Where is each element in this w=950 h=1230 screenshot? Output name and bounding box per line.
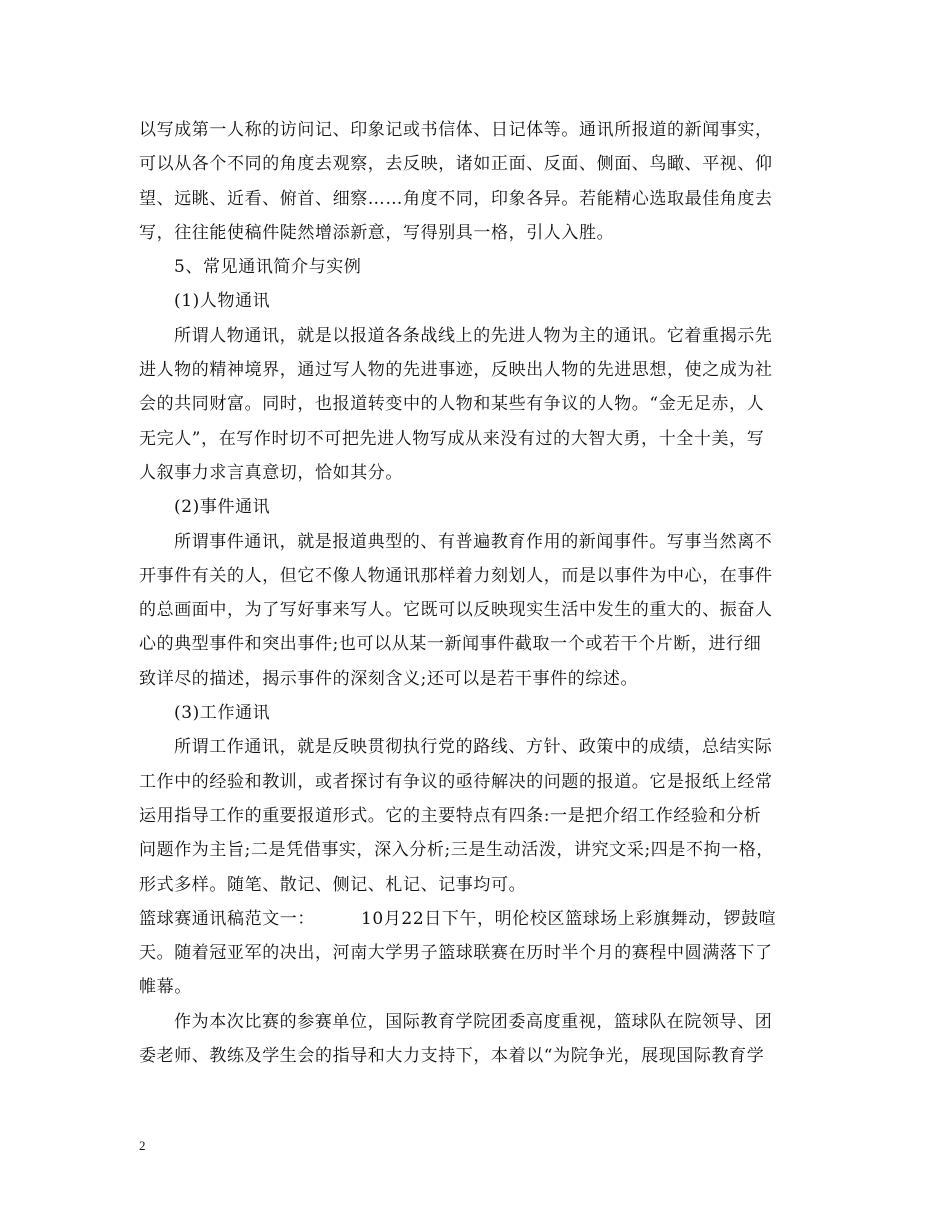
paragraph-line: 的总画面中，为了写好事来写人。它既可以反映现实生活中发生的重大的、振奋人: [139, 600, 773, 621]
paragraph-line: 会的共同财富。同时，也报道转变中的人物和某些有争议的人物。“金无足赤，人: [139, 394, 765, 415]
document-body: [139, 113, 829, 1073]
paragraph-line: 作为本次比赛的参赛单位，国际教育学院团委高度重视，篮球队在院领导、团: [174, 1011, 773, 1032]
paragraph-line: 进人物的精神境界，通过写人物的先进事迹，反映出人物的先进思想，使之成为社: [139, 360, 773, 381]
sample-first-line: 10月22日下午，明伦校区篮球场上彩旗舞动，锣鼓喧: [361, 908, 777, 929]
paragraph-line: 帷幕。: [139, 977, 192, 998]
paragraph-line: 无完人”，在写作时切不可把先进人物写成从来没有过的大智大勇，十全十美，写: [139, 428, 765, 449]
paragraph-line: 以写成第一人称的访问记、印象记或书信体、日记体等。通讯所报道的新闻事实，: [139, 120, 773, 140]
paragraph-line: 问题作为主旨;二是凭借事实，深入分析;三是生动活泼，讲究文采;四是不拘一格，: [139, 840, 774, 861]
paragraph-line: 望、远眺、近看、俯首、细察……角度不同，印象各异。若能精心选取最佳角度去: [139, 188, 773, 209]
paragraph-line: 运用指导工作的重要报道形式。它的主要特点有四条:一是把介绍工作经验和分析: [139, 805, 762, 826]
paragraph-line: 所谓人物通讯，就是以报道各条战线上的先进人物为主的通讯。它着重揭示先: [174, 325, 773, 346]
paragraph-line: 可以从各个不同的角度去观察，去反映，诸如正面、反面、侧面、鸟瞰、平视、仰: [139, 154, 773, 175]
paragraph-line: 写，往往能使稿件陡然增添新意，写得别具一格，引人入胜。: [139, 222, 615, 243]
subsection-heading: (1)人物通讯: [174, 291, 271, 312]
paragraph-line: 所谓事件通讯，就是报道典型的、有普遍教育作用的新闻事件。写事当然离不: [174, 531, 773, 552]
sample-label: 篮球赛通讯稿范文一：: [139, 908, 315, 929]
paragraph-line: 天。随着冠亚军的决出，河南大学男子篮球联赛在历时半个月的赛程中圆满落下了: [139, 943, 773, 964]
paragraph-line: 致详尽的描述，揭示事件的深刻含义;还可以是若干事件的综述。: [139, 668, 639, 689]
paragraph-line: 形式多样。随笔、散记、侧记、札记、记事均可。: [139, 874, 527, 895]
paragraph-line: 所谓工作通讯，就是反映贯彻执行党的路线、方针、政策中的成绩，总结实际: [174, 737, 773, 758]
subsection-heading: (2)事件通讯: [174, 497, 271, 518]
subsection-heading: (3)工作通讯: [174, 703, 271, 724]
paragraph-line: 心的典型事件和突出事件;也可以从某一新闻事件截取一个或若干个片断，进行细: [139, 634, 762, 655]
section-heading: 5、常见通讯简介与实例: [174, 257, 362, 278]
paragraph-line: 开事件有关的人，但它不像人物通讯那样着力刻划人，而是以事件为中心，在事件: [139, 565, 773, 586]
paragraph-line: 工作中的经验和教训，或者探讨有争议的亟待解决的问题的报道。它是报纸上经常: [139, 771, 773, 792]
page-number: 2: [139, 1138, 146, 1153]
paragraph-line: 委老师、教练及学生会的指导和大力支持下，本着以“为院争光，展现国际教育学: [139, 1046, 765, 1067]
sample-intro-line: [139, 902, 829, 936]
paragraph-line: 人叙事力求言真意切，恰如其分。: [139, 462, 403, 483]
